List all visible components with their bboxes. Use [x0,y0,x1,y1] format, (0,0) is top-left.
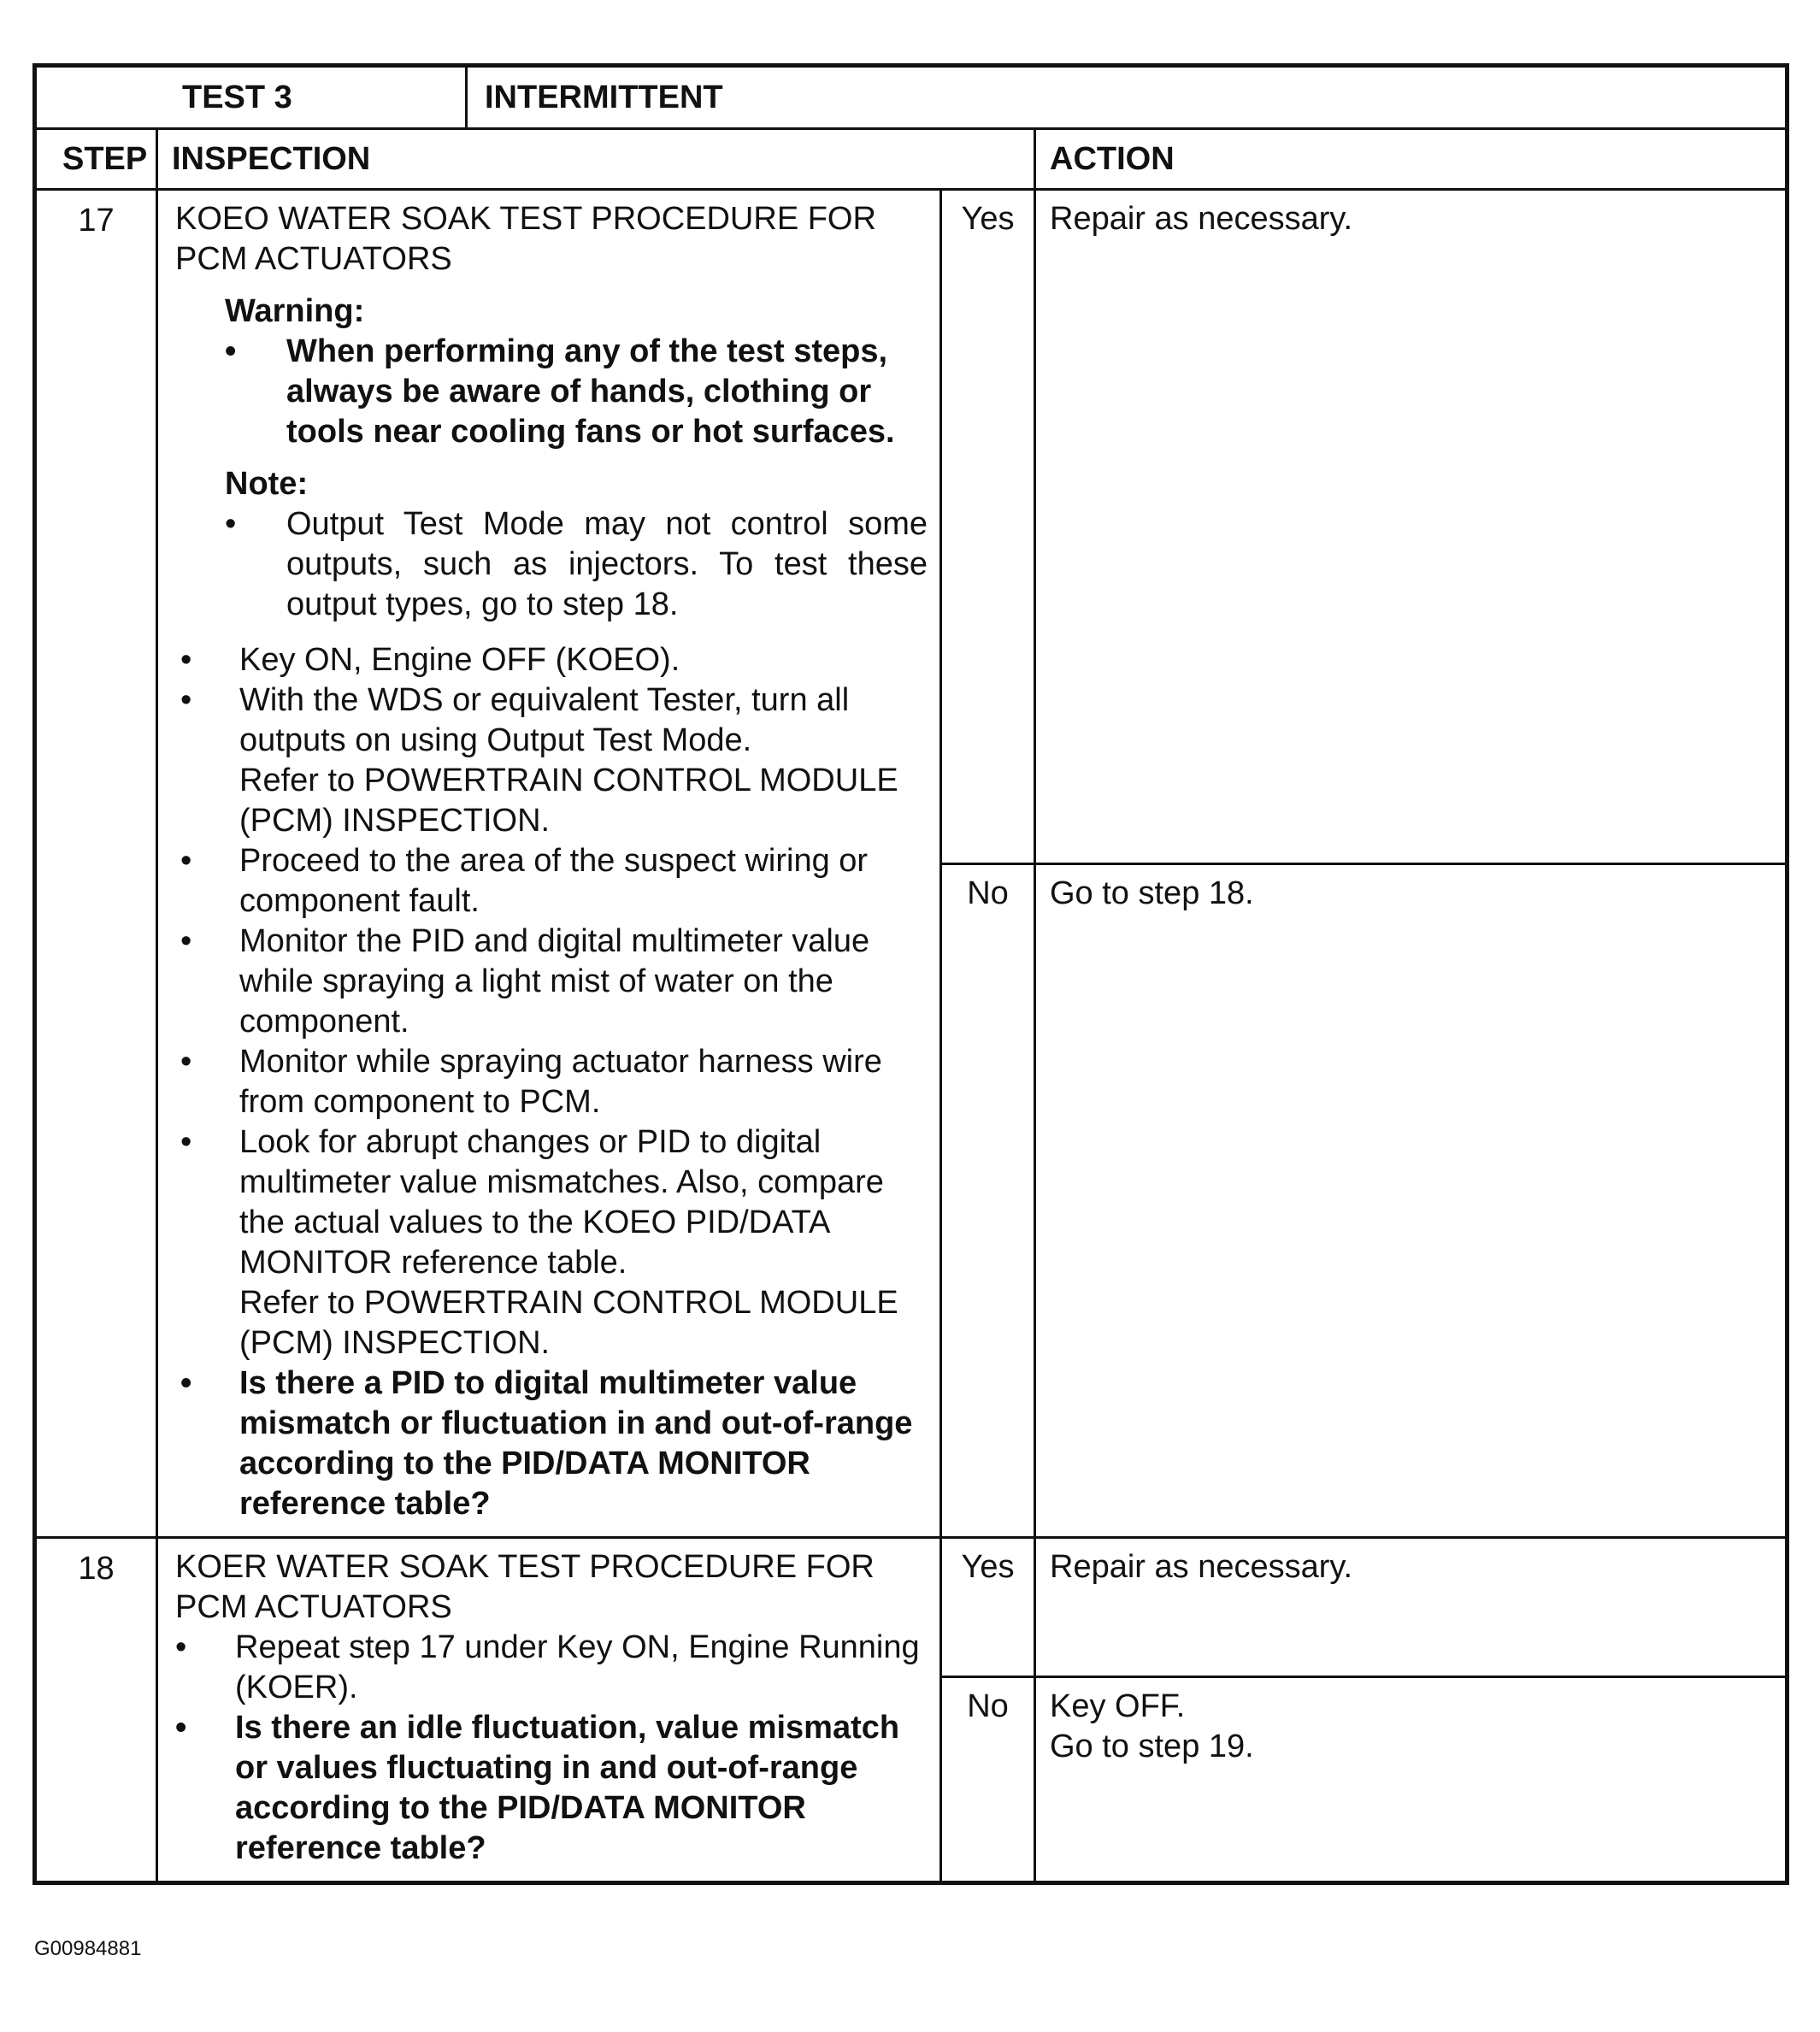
note-title: Note: [225,466,309,502]
step-17-bullet-list [175,640,928,1524]
warning-title: Warning: [225,293,365,329]
warning-text: • When performing any of the test steps, always be aware of hands, clothing or tools near cooling fans or hot surfaces. [225,332,928,452]
column-header-row [35,129,1788,190]
list-item: • Monitor the PID and digital multimeter value while spraying a light mist of water on the component. [175,922,928,1042]
step-18-inspection [157,1538,941,1883]
step-17-warning [225,292,928,452]
list-item: • With the WDS or equivalent Tester, turn all outputs on using Output Test Mode. Refer to POWERTRAIN CONTROL MODULE (PCM) INSPECTION. [175,680,928,841]
step-18-no-label: No [941,1676,1035,1882]
procedure-page [32,63,1785,1885]
test-label: TEST 3 [35,66,467,129]
list-item: • Is there a PID to digital multimeter value mismatch or fluctuation in and out-of-range according to the PID/DATA MONITOR reference table? [175,1364,928,1524]
test-name: INTERMITTENT [467,66,1788,129]
step-17-yes-label: Yes [941,190,1035,864]
note-text: • Output Test Mode may not control some outputs, such as injectors. To test these output types, go to step 18. [225,504,928,625]
step-18-yes-row [35,1538,1788,1677]
step-18-no-action [1035,1676,1788,1882]
step-17-note [225,464,928,625]
step-18-title-line-1: KOER WATER SOAK TEST PROCEDURE FOR [175,1549,875,1585]
list-item: • Look for abrupt changes or PID to digital multimeter value mismatches. Also, compare the actual values to the KOEO PID/DATA MONITOR reference table. Refer to POWERTRAIN CONTROL MODULE (PCM) INSPECTION. [175,1122,928,1364]
list-item: • Proceed to the area of the suspect wiring or component fault. [175,841,928,922]
step-17-yes-action: Repair as necessary. [1035,190,1788,864]
test-procedure-table [32,63,1789,1885]
step-17-inspection [157,190,941,1538]
step-17-number: 17 [35,190,157,1538]
step-18-yes-label: Yes [941,1538,1035,1677]
step-column-header: STEP [35,129,157,190]
step-17-no-action: Go to step 18. [1035,863,1788,1538]
step-18-title-line-2: PCM ACTUATORS [175,1589,452,1625]
step-17-title-line-2: PCM ACTUATORS [175,241,452,277]
figure-code: G00984881 [34,1937,142,1960]
step-17-no-label: No [941,863,1035,1538]
step-18-no-action-line-2: Go to step 19. [1050,1728,1254,1764]
inspection-column-header: INSPECTION [157,129,1035,190]
step-18-yes-action: Repair as necessary. [1035,1538,1788,1677]
step-18-number: 18 [35,1538,157,1883]
test-title-row [35,66,1788,129]
list-item: • Key ON, Engine OFF (KOEO). [175,640,928,680]
list-item: • Is there an idle fluctuation, value mismatch or values fluctuating in and out-of-range according to the PID/DATA MONITOR reference table? [175,1708,928,1869]
step-17-yes-row [35,190,1788,864]
action-column-header: ACTION [1035,129,1788,190]
step-18-bullet-list [175,1628,928,1869]
step-18-no-action-line-1: Key OFF. [1050,1687,1186,1724]
step-17-title-line-1: KOEO WATER SOAK TEST PROCEDURE FOR [175,201,876,237]
list-item: • Monitor while spraying actuator harness wire from component to PCM. [175,1042,928,1122]
list-item: • Repeat step 17 under Key ON, Engine Running (KOER). [175,1628,928,1708]
